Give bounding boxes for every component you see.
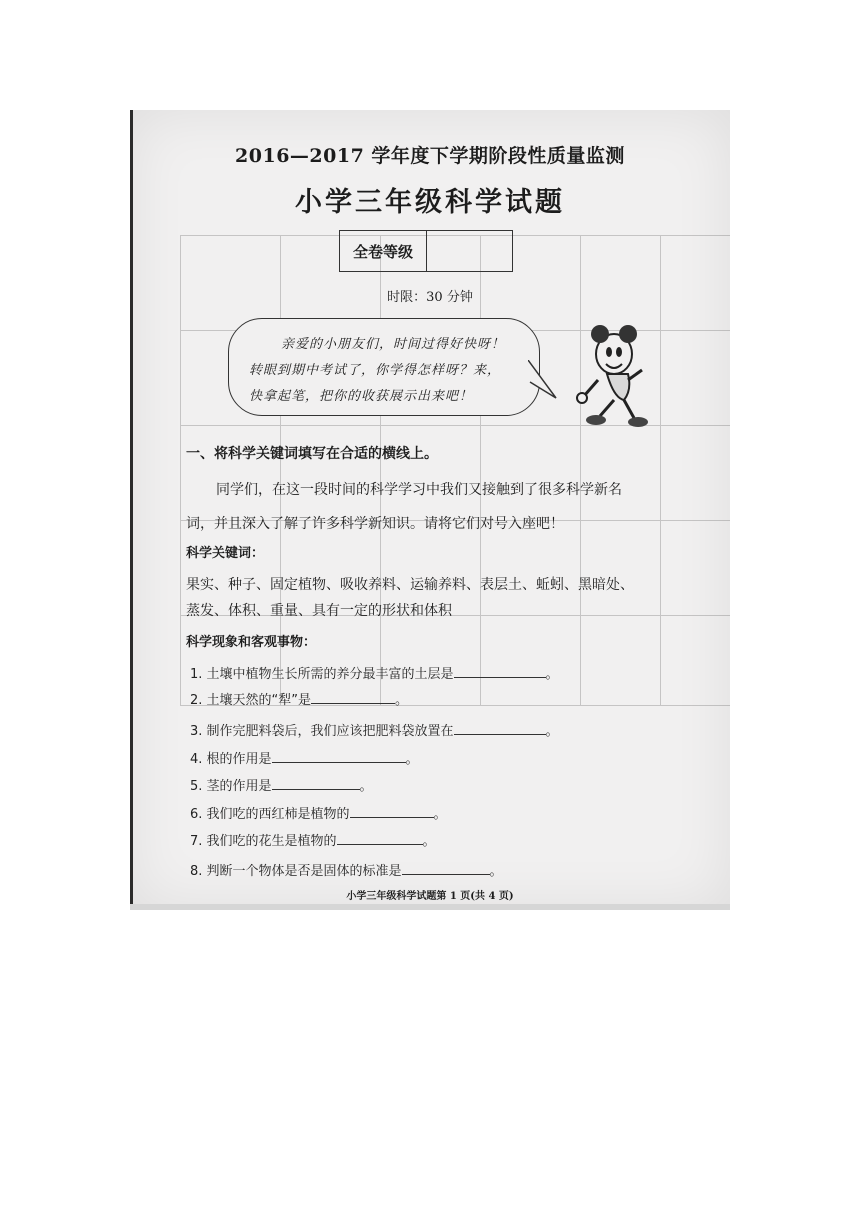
question-end: 。 <box>395 693 409 708</box>
question-end: 。 <box>545 667 559 682</box>
bubble-line-3: 快拿起笔，把你的收获展示出来吧！ <box>249 389 474 404</box>
question-end: 。 <box>545 724 559 739</box>
question-text: 6. 我们吃的西红柿是植物的 <box>190 807 350 822</box>
keywords-line-2: 蒸发、体积、重量、具有一定的形状和体积 <box>186 603 452 619</box>
cartoon-mascot-icon <box>562 320 657 430</box>
phenomena-label: 科学现象和客观事物： <box>186 635 317 650</box>
speech-bubble-tail <box>528 360 558 400</box>
intro-line-1: 同学们，在这一段时间的科学学习中我们又接触到了很多科学新名 <box>216 482 622 498</box>
page-bottom-edge <box>130 904 730 910</box>
question-text: 5. 茎的作用是 <box>190 779 272 794</box>
answer-blank[interactable] <box>454 665 546 678</box>
question-5 <box>190 775 373 794</box>
grade-box <box>339 230 513 272</box>
answer-blank[interactable] <box>350 805 434 818</box>
question-4 <box>190 748 419 767</box>
question-end: 。 <box>489 864 503 879</box>
answer-blank[interactable] <box>272 750 406 763</box>
exam-header-line: 2016—2017 学年度下学期阶段性质量监测 <box>235 145 625 167</box>
question-end: 。 <box>422 834 436 849</box>
answer-blank[interactable] <box>311 691 395 704</box>
question-7 <box>190 830 436 849</box>
intro-line-2: 词，并且深入了解了许多科学新知识。请将它们对号入座吧！ <box>186 516 564 532</box>
answer-blank[interactable] <box>454 722 546 735</box>
time-limit: 时限：30 分钟 <box>387 290 473 305</box>
grade-value[interactable] <box>427 231 512 271</box>
question-6 <box>190 803 447 822</box>
question-2 <box>190 689 408 708</box>
answer-blank[interactable] <box>402 862 490 875</box>
keywords-line-1: 果实、种子、固定植物、吸收养料、运输养料、表层土、蚯蚓、黑暗处、 <box>186 577 634 593</box>
section-1-heading: 一、将科学关键词填写在合适的横线上。 <box>186 446 438 462</box>
exam-title: 小学三年级科学试题 <box>295 187 565 218</box>
question-text: 7. 我们吃的花生是植物的 <box>190 834 337 849</box>
question-end: 。 <box>405 752 419 767</box>
question-text: 2. 土壤天然的“犁”是 <box>190 693 312 708</box>
question-3 <box>190 720 559 739</box>
question-1 <box>190 663 559 682</box>
page-edge-shadow <box>130 110 133 910</box>
answer-blank[interactable] <box>337 832 423 845</box>
speech-bubble <box>228 318 540 416</box>
exam-page-photo <box>130 110 730 910</box>
question-text: 3. 制作完肥料袋后，我们应该把肥料袋放置在 <box>190 724 454 739</box>
keywords-label: 科学关键词： <box>186 546 265 561</box>
question-text: 4. 根的作用是 <box>190 752 272 767</box>
question-text: 8. 判断一个物体是否是固体的标准是 <box>190 864 402 879</box>
question-end: 。 <box>433 807 447 822</box>
answer-blank[interactable] <box>272 777 360 790</box>
grade-label: 全卷等级 <box>340 231 427 271</box>
bubble-line-2: 转眼到期中考试了，你学得怎样呀？来， <box>249 363 502 378</box>
question-8 <box>190 860 503 879</box>
question-text: 1. 土壤中植物生长所需的养分最丰富的土层是 <box>190 667 454 682</box>
question-end: 。 <box>359 779 373 794</box>
page-footer: 小学三年级科学试题第 1 页(共 4 页) <box>346 891 514 902</box>
bubble-line-1: 亲爱的小朋友们，时间过得好快呀！ <box>281 337 506 352</box>
